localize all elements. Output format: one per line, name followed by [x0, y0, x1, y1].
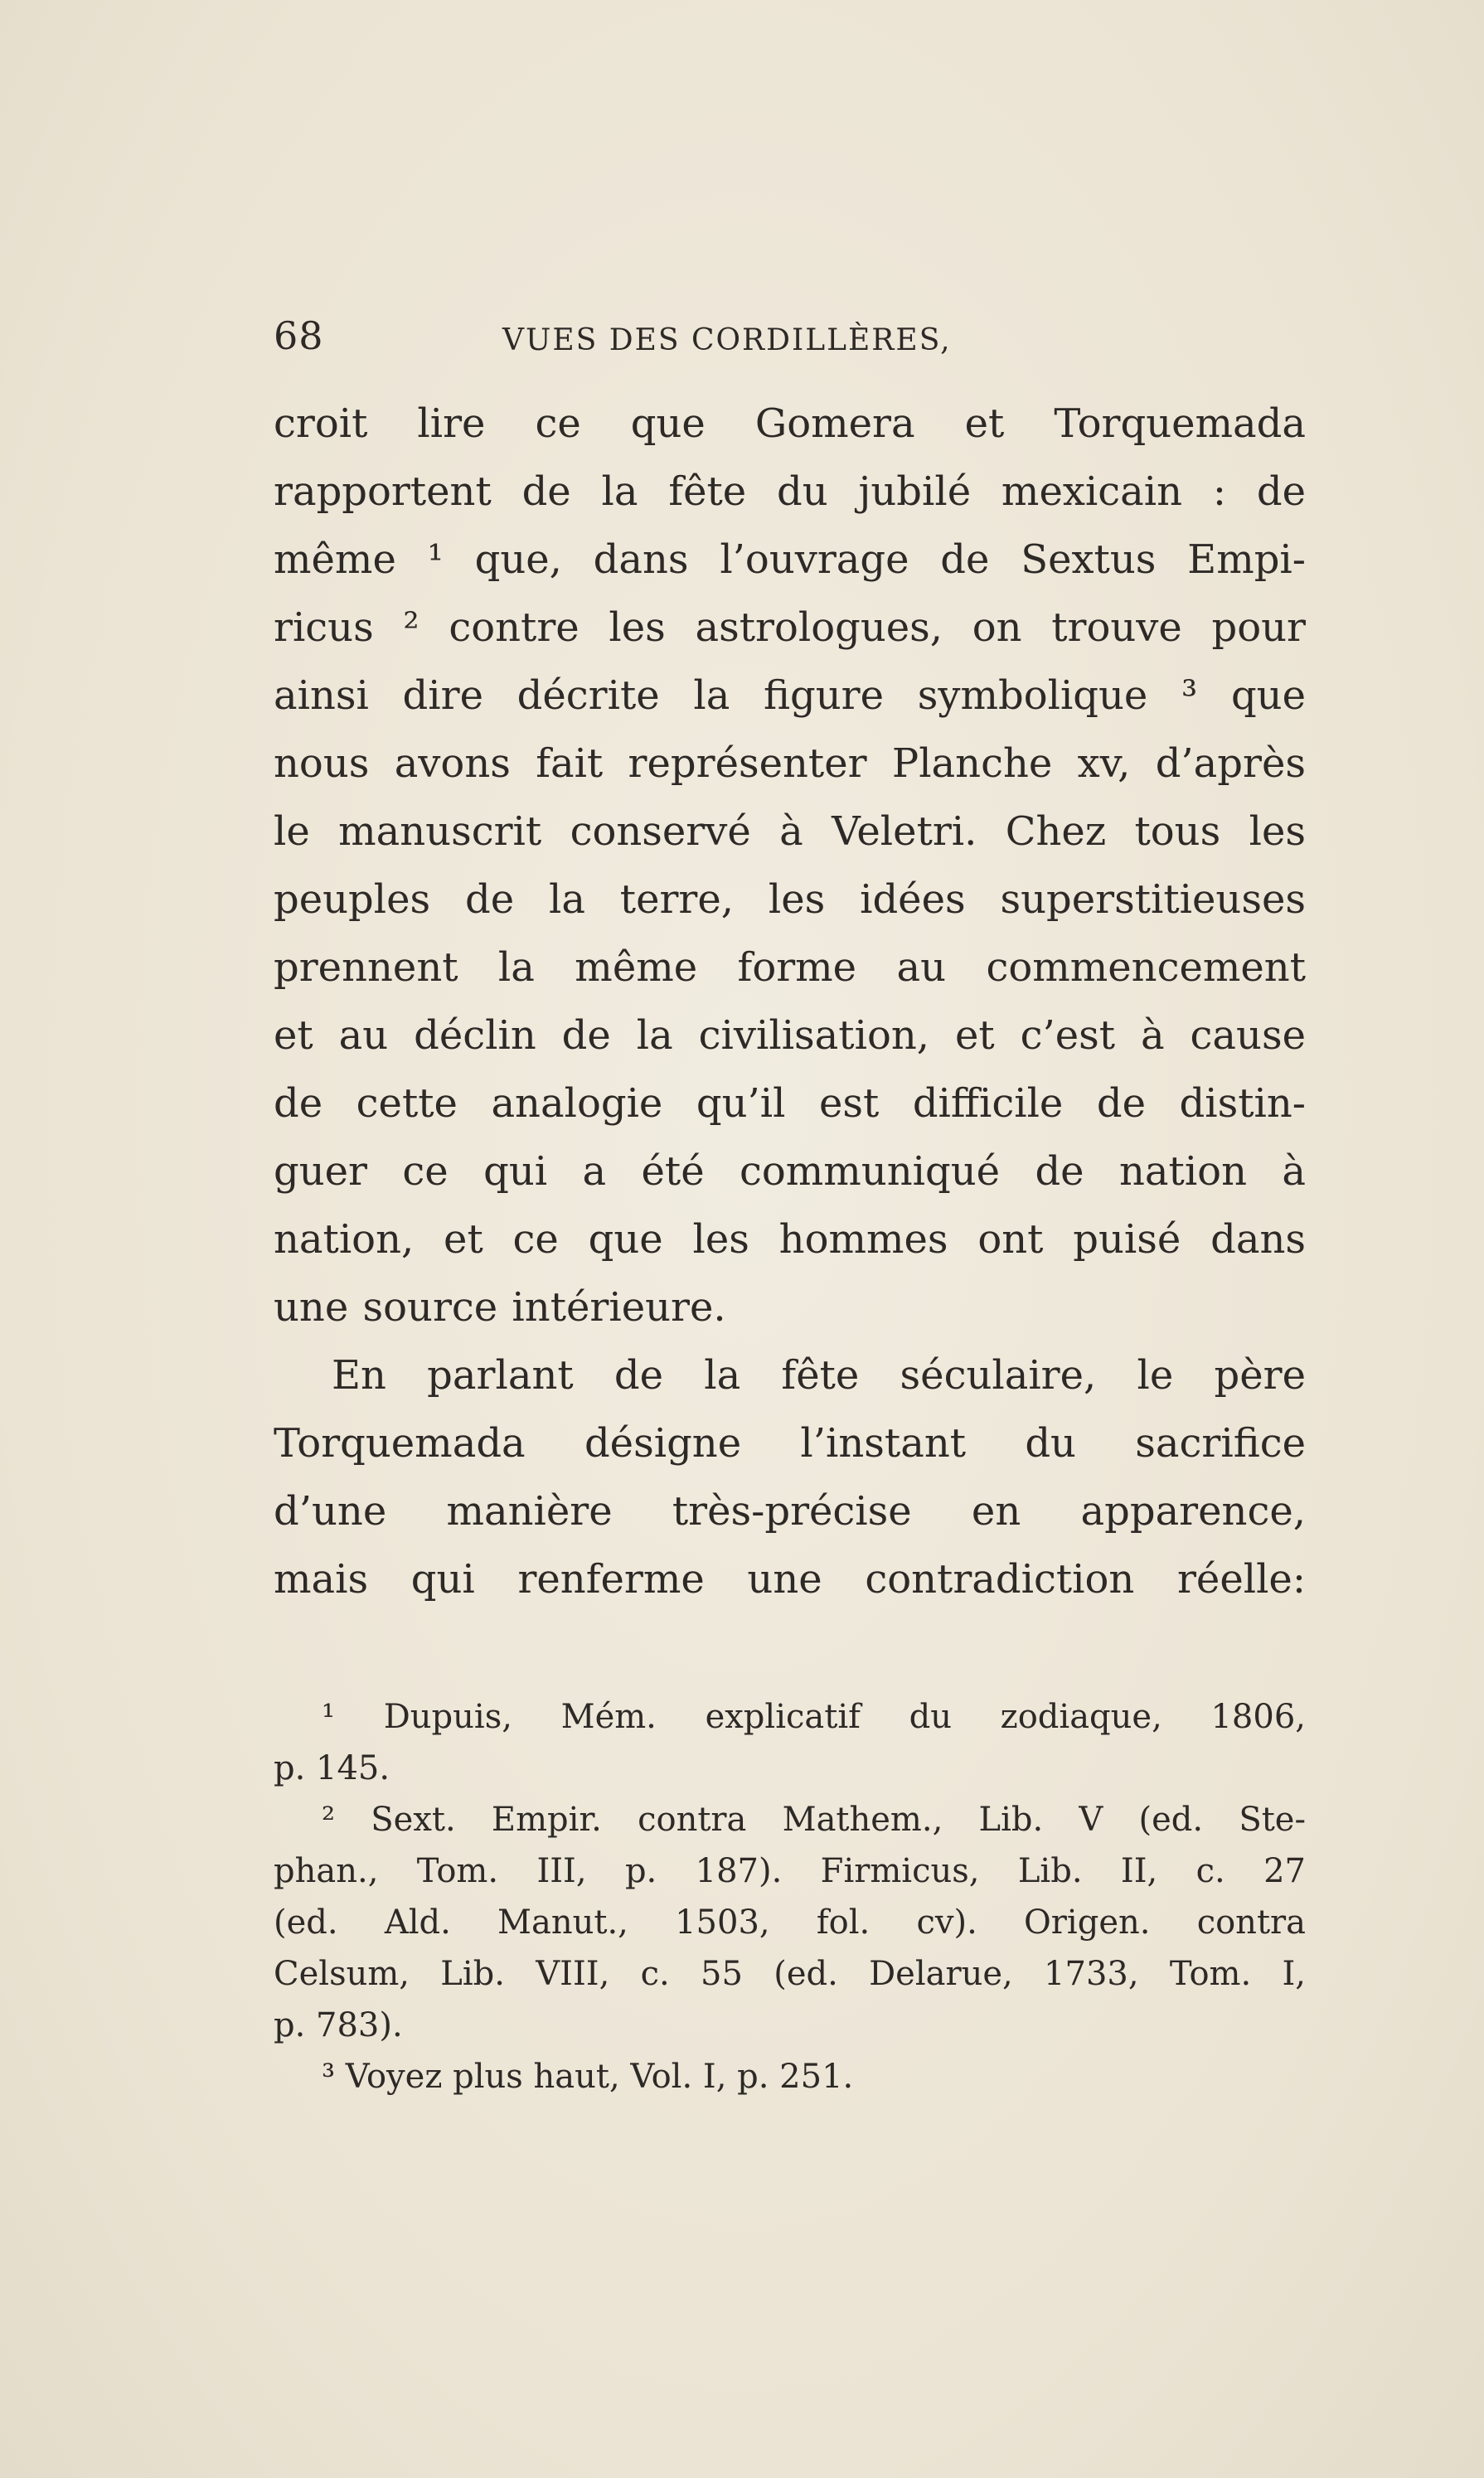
- footnote-2-cont: p. 783).: [274, 2006, 403, 2044]
- footnote-1-cont: p. 145.: [274, 1749, 390, 1787]
- text-line: peuples de la terre, les idées superstitieuses: [274, 876, 1306, 923]
- text-line: nation, et ce que les hommes ont puisé dans: [274, 1216, 1306, 1263]
- footnote-2-cont: (ed. Ald. Manut., 1503, fol. cv). Origen. contra: [274, 1903, 1306, 1942]
- footnote-1: ¹ Dupuis, Mém. explicatif du zodiaque, 1806,: [322, 1698, 1306, 1736]
- text-line: ricus ² contre les astrologues, on trouve pour: [274, 604, 1306, 651]
- text-line: le manuscrit conservé à Veletri. Chez tous les: [274, 808, 1306, 855]
- footnotes: [274, 1691, 1306, 2102]
- text-line: nous avons fait représenter Planche xv, d’après: [274, 740, 1306, 787]
- text-line: ainsi dire décrite la figure symbolique ³ que: [274, 672, 1306, 719]
- text-line: d’une manière très-précise en apparence,: [274, 1488, 1306, 1535]
- footnote-2-cont: Celsum, Lib. VIII, c. 55 (ed. Delarue, 1733, Tom. I,: [274, 1955, 1306, 1993]
- text-line: croit lire ce que Gomera et Torquemada: [274, 400, 1306, 447]
- footnote-3: ³ Voyez plus haut, Vol. I, p. 251.: [322, 2058, 854, 2096]
- paragraph-start: En parlant de la fête séculaire, le père: [332, 1352, 1306, 1399]
- text-line: une source intérieure.: [274, 1284, 726, 1331]
- running-title: VUES DES CORDILLÈRES,: [502, 323, 952, 357]
- text-line: et au déclin de la civilisation, et c’est à cause: [274, 1012, 1306, 1059]
- text-line: mais qui renferme une contradiction réelle:: [274, 1556, 1306, 1603]
- text-line: guer ce qui a été communiqué de nation à: [274, 1148, 1306, 1195]
- footnote-2: ² Sext. Empir. contra Mathem., Lib. V (ed. Ste-: [322, 1801, 1306, 1839]
- page-number: 68: [274, 313, 324, 358]
- footnote-2-cont: phan., Tom. III, p. 187). Firmicus, Lib. II, c. 27: [274, 1852, 1306, 1890]
- text-line: même ¹ que, dans l’ouvrage de Sextus Empi-: [274, 536, 1306, 583]
- main-text: [274, 390, 1306, 1613]
- text-line: prennent la même forme au commencement: [274, 944, 1306, 991]
- text-line: de cette analogie qu’il est difficile de distin-: [274, 1080, 1306, 1127]
- text-line: rapportent de la fête du jubilé mexicain : de: [274, 468, 1306, 515]
- text-line: Torquemada désigne l’instant du sacrifice: [274, 1420, 1306, 1467]
